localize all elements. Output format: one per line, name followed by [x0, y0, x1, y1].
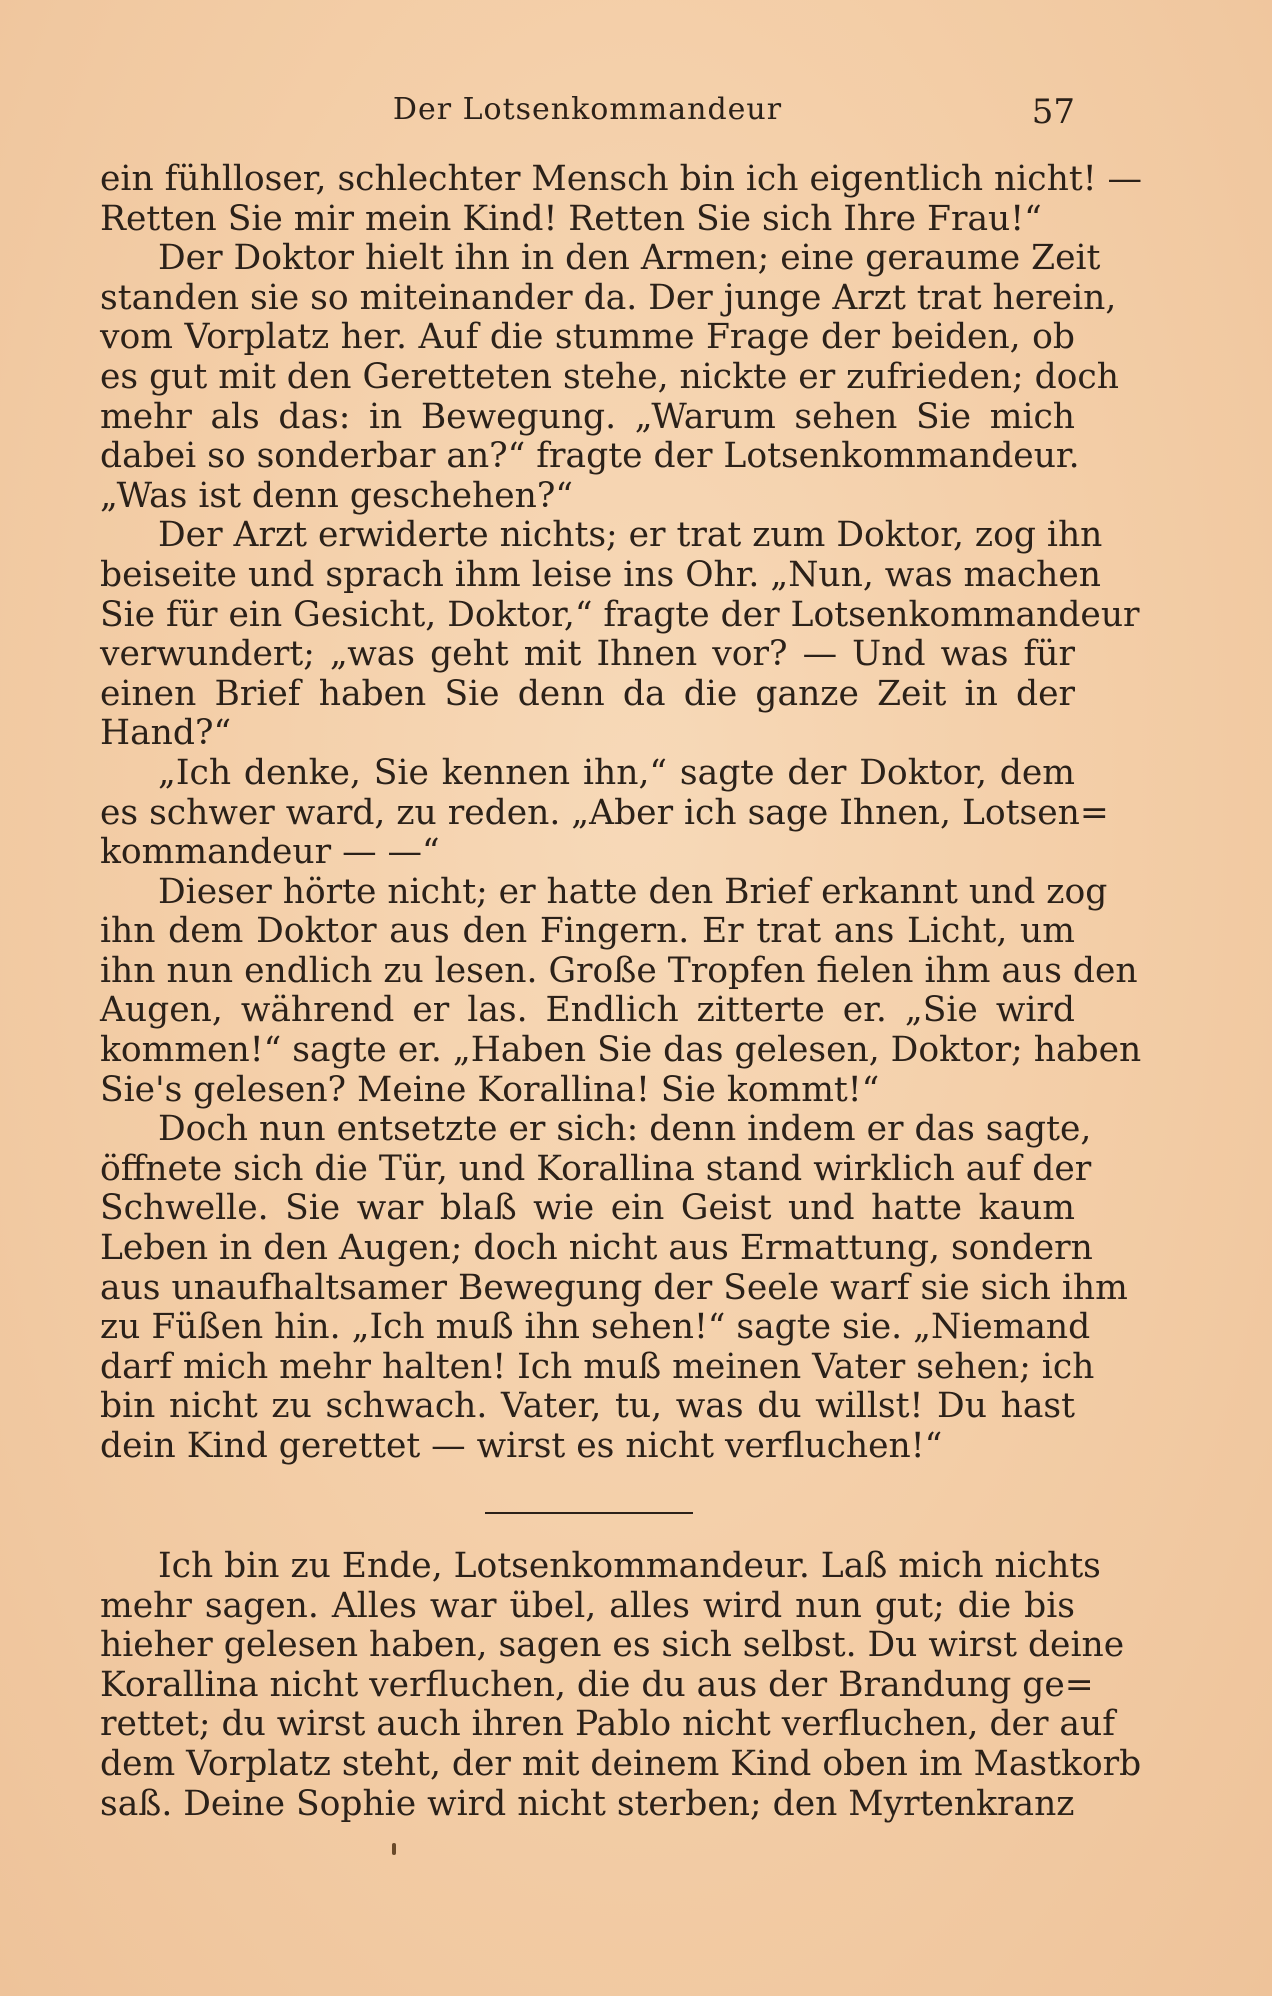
text-line: saß. Deine Sophie wird nicht sterben; den Myrtenkranz: [100, 1783, 1075, 1824]
paragraph: [100, 159, 1143, 239]
text-line: Augen, während er las. Endlich zitterte er. „Sie wird: [100, 990, 1075, 1031]
text-line: ihn dem Doktor aus den Fingern. Er trat ans Licht, um: [100, 911, 1075, 952]
text-line: dem Vorplatz steht, der mit deinem Kind oben im Mastkorb: [100, 1743, 1142, 1784]
page-number: 57: [1031, 92, 1075, 132]
text-line: bin nicht zu schwach. Vater, tu, was du willst! Du hast: [100, 1386, 1075, 1427]
text-line: Der Arzt erwiderte nichts; er trat zum Doktor, zog ihn: [158, 515, 1103, 556]
text-line: dein Kind gerettet — wirst es nicht verfluchen!“: [100, 1426, 943, 1466]
text-line: Korallina nicht verfluchen, die du aus der Brandung ge=: [100, 1664, 1094, 1705]
text-line: Retten Sie mir mein Kind! Retten Sie sich Ihre Frau!“: [100, 198, 1042, 239]
text-line: Ich bin zu Ende, Lotsenkommandeur. Laß mich nichts: [158, 1546, 1101, 1586]
text-line: verwundert; „was geht mit Ihnen vor? — Und was für: [100, 634, 1075, 675]
text-line: Hand?“: [100, 713, 232, 754]
text-line: Sie's gelesen? Meine Korallina! Sie kommt!“: [100, 1069, 880, 1110]
text-line: Der Doktor hielt ihn in den Armen; eine geraume Zeit: [158, 238, 1101, 279]
text-line: mehr sagen. Alles war übel, alles wird nun gut; die bis: [100, 1585, 1075, 1626]
text-line: einen Brief haben Sie denn da die ganze Zeit in der: [100, 673, 1075, 714]
running-title: Der Lotsenkommandeur: [392, 92, 783, 127]
text-line: aus unaufhaltsamer Bewegung der Seele warf sie sich ihm: [100, 1267, 1128, 1308]
text-line: Doch nun entsetzte er sich: denn indem er das sagte,: [158, 1109, 1092, 1150]
text-line: zu Füßen hin. „Ich muß ihn sehen!“ sagte sie. „Niemand: [100, 1307, 1091, 1348]
text-line: kommen!“ sagte er. „Haben Sie das gelesen, Doktor; haben: [100, 1030, 1142, 1071]
paragraph: [100, 238, 1119, 516]
text-line: rettet; du wirst auch ihren Pablo nicht verfluchen, der auf: [100, 1704, 1115, 1745]
paper-speck: [392, 1843, 396, 1855]
paragraph: [100, 515, 1140, 754]
text-line: „Was ist denn geschehen?“: [100, 475, 573, 516]
paragraph: [100, 871, 1142, 1111]
paragraph: [100, 752, 1109, 873]
text-line: es gut mit den Geretteten stehe, nickte er zufrieden; doch: [100, 356, 1119, 397]
text-line: „Ich denke, Sie kennen ihn,“ sagte der Doktor, dem: [158, 752, 1075, 793]
paragraph: [100, 1109, 1128, 1466]
text-line: standen sie so miteinander da. Der junge Arzt trat herein,: [100, 277, 1117, 318]
body-text-section-two: [100, 1546, 1142, 1824]
text-line: ihn nun endlich zu lesen. Große Tropfen fielen ihm aus den: [100, 950, 1138, 991]
text-line: Leben in den Augen; doch nicht aus Ermattung, sondern: [100, 1228, 1093, 1269]
body-text-section-one: [100, 159, 1143, 1467]
text-line: dabei so sonderbar an?“ fragte der Lotsenkommandeur.: [100, 436, 1080, 477]
text-line: kommandeur — —“: [100, 832, 440, 873]
text-line: Schwelle. Sie war blaß wie ein Geist und hatte kaum: [100, 1188, 1075, 1229]
text-line: öffnete sich die Tür, und Korallina stand wirklich auf der: [100, 1148, 1092, 1189]
text-line: hieher gelesen haben, sagen es sich selbst. Du wirst deine: [100, 1625, 1125, 1666]
text-line: ein fühlloser, schlechter Mensch bin ich eigentlich nicht! —: [100, 159, 1143, 199]
paragraph: [100, 1546, 1142, 1824]
running-head: [100, 92, 1075, 140]
section-divider: [485, 1512, 693, 1514]
text-line: Dieser hörte nicht; er hatte den Brief erkannt und zog: [158, 871, 1108, 912]
text-line: darf mich mehr halten! Ich muß meinen Vater sehen; ich: [100, 1346, 1095, 1387]
text-line: beiseite und sprach ihm leise ins Ohr. „Nun, was machen: [100, 554, 1102, 595]
text-line: mehr als das: in Bewegung. „Warum sehen Sie mich: [100, 396, 1075, 437]
text-line: es schwer ward, zu reden. „Aber ich sage Ihnen, Lotsen=: [100, 792, 1109, 833]
text-line: Sie für ein Gesicht, Doktor,“ fragte der Lotsenkommandeur: [100, 594, 1140, 635]
text-line: vom Vorplatz her. Auf die stumme Frage der beiden, ob: [100, 317, 1075, 358]
